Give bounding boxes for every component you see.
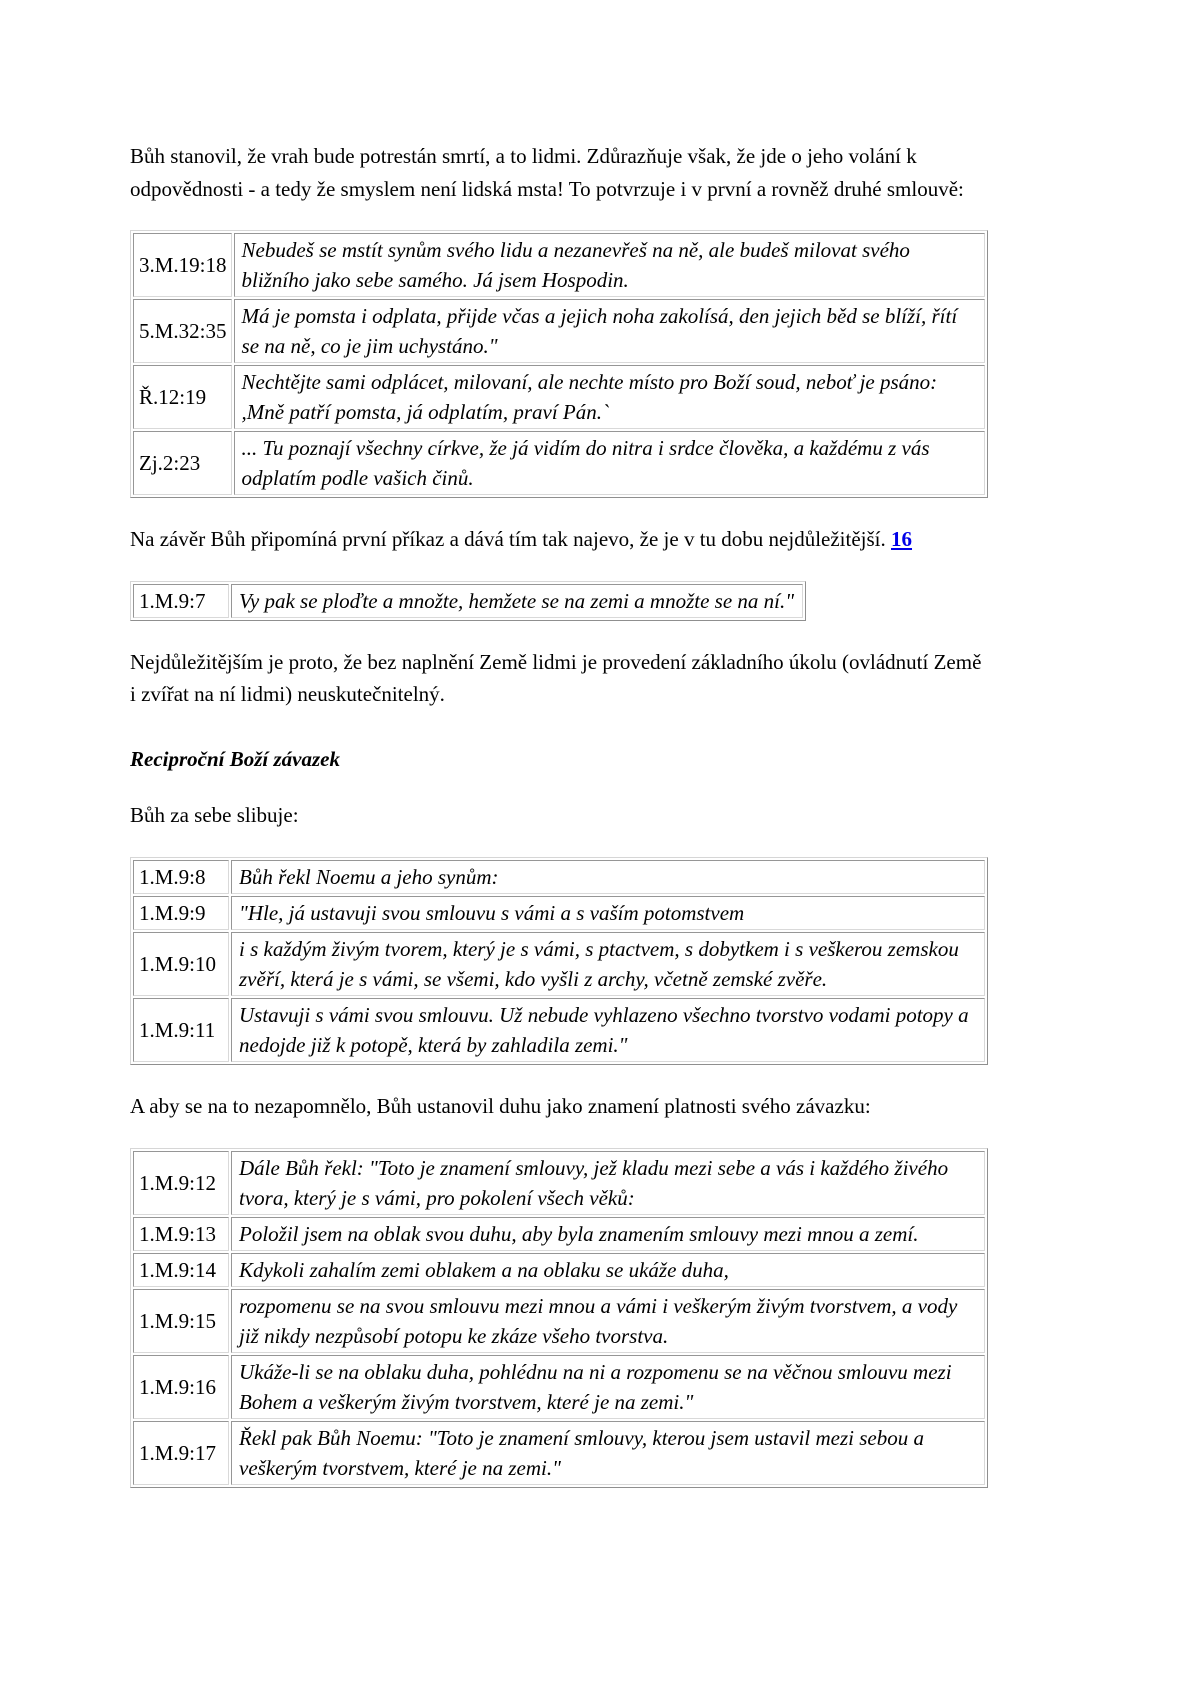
section-heading: Reciproční Boží závazek <box>130 746 340 771</box>
verse-ref: 1.M.9:16 <box>133 1355 229 1419</box>
table-row <box>133 1289 985 1353</box>
verse-ref: 5.M.32:35 <box>133 299 232 363</box>
verse-text: Řekl pak Bůh Noemu: "Toto je znamení smlouvy, kterou jsem ustavil mezi sebou a veškerým tvorstvem, které je na zemi." <box>231 1421 985 1485</box>
verse-text: ... Tu poznají všechny církve, že já vidím do nitra i srdce člověka, a každému z vás odplatím podle vašich činů. <box>234 431 985 495</box>
verse-text: "Hle, já ustavuji svou smlouvu s vámi a s vaším potomstvem <box>231 896 985 930</box>
table-row <box>133 1151 985 1215</box>
verse-text: Ustavuji s vámi svou smlouvu. Už nebude vyhlazeno všechno tvorstvo vodami potopy a nedojde již k potopě, která by zahladila zemi." <box>231 998 985 1062</box>
verse-text: Kdykoli zahalím zemi oblakem a na oblaku se ukáže duha, <box>231 1253 985 1287</box>
explanation-paragraph: Nejdůležitějším je proto, že bez naplnění Země lidmi je provedení základního úkolu (ovládnutí Země i zvířat na ní lidmi) neuskutečnitelný. <box>130 649 982 707</box>
table-row <box>133 299 985 363</box>
table-row <box>133 1355 985 1419</box>
verse-ref: 1.M.9:10 <box>133 932 229 996</box>
table-row <box>133 584 803 618</box>
verse-table-rainbow <box>130 1148 988 1488</box>
verse-ref: 1.M.9:14 <box>133 1253 229 1287</box>
table-row <box>133 896 985 930</box>
verse-text: Nebudeš se mstít synům svého lidu a nezanevřeš na ně, ale budeš milovat svého bližního jako sebe samého. Já jsem Hospodin. <box>234 233 985 297</box>
table-row <box>133 1421 985 1485</box>
verse-table-first-command <box>130 581 806 621</box>
verse-ref: Zj.2:23 <box>133 431 232 495</box>
verse-ref: 1.M.9:9 <box>133 896 229 930</box>
footnote-link[interactable]: 16 <box>891 527 913 552</box>
verse-text: Dále Bůh řekl: "Toto je znamení smlouvy, jež kladu mezi sebe a vás i každého živého tvora, který je s vámi, pro pokolení všech věků: <box>231 1151 985 1215</box>
verse-ref: 1.M.9:17 <box>133 1421 229 1485</box>
verse-ref: 1.M.9:11 <box>133 998 229 1062</box>
rainbow-intro-paragraph: A aby se na to nezapomnělo, Bůh ustanovil duhu jako znamení platnosti svého závazku: <box>130 1094 871 1119</box>
verse-text: rozpomenu se na svou smlouvu mezi mnou a vámi i veškerým živým tvorstvem, a vody již nikdy nezpůsobí potopu ke zkáze všeho tvorstva. <box>231 1289 985 1353</box>
intro-paragraph: Bůh stanovil, že vrah bude potrestán smrtí, a to lidmi. Zdůrazňuje však, že jde o jeho volání k odpovědnosti - a tedy že smyslem není lidská msta! To potvrzuje i v první a rovněž druhé smlouvě: <box>130 144 964 201</box>
table-row <box>133 365 985 429</box>
table-row <box>133 860 985 894</box>
table-row <box>133 998 985 1062</box>
verse-text: Ukáže-li se na oblaku duha, pohlédnu na ni a rozpomenu se na věčnou smlouvu mezi Bohem a veškerým živým tvorstvem, které je na zemi." <box>231 1355 985 1419</box>
verse-table-revenge <box>130 230 988 498</box>
table-row <box>133 932 985 996</box>
closing-paragraph <box>130 523 986 556</box>
verse-table-covenant <box>130 857 988 1065</box>
verse-ref: 1.M.9:12 <box>133 1151 229 1215</box>
verse-ref: 1.M.9:8 <box>133 860 229 894</box>
verse-text: Nechtějte sami odplácet, milovaní, ale nechte místo pro Boží soud, neboť je psáno: ,Mně patří pomsta, já odplatím, praví Pán.` <box>234 365 985 429</box>
table-row <box>133 1253 985 1287</box>
verse-text: Má je pomsta i odplata, přijde včas a jejich noha zakolísá, den jejich běd se blíží, řítí se na ně, co je jim uchystáno." <box>234 299 985 363</box>
verse-ref: 3.M.19:18 <box>133 233 232 297</box>
verse-ref: 1.M.9:13 <box>133 1217 229 1251</box>
table-row <box>133 233 985 297</box>
verse-text: i s každým živým tvorem, který je s vámi, s ptactvem, s dobytkem i s veškerou zemskou zvěří, která je s vámi, se všemi, kdo vyšli z archy, včetně zemské zvěře. <box>231 932 985 996</box>
verse-text: Vy pak se ploďte a množte, hemžete se na zemi a množte se na ní." <box>231 584 803 618</box>
verse-ref: 1.M.9:7 <box>133 584 229 618</box>
table-row <box>133 431 985 495</box>
promise-intro-paragraph: Bůh za sebe slibuje: <box>130 803 299 828</box>
closing-text: Na závěr Bůh připomíná první příkaz a dává tím tak najevo, že je v tu dobu nejdůležitější. <box>130 527 886 552</box>
verse-ref: Ř.12:19 <box>133 365 232 429</box>
verse-ref: 1.M.9:15 <box>133 1289 229 1353</box>
table-row <box>133 1217 985 1251</box>
verse-text: Položil jsem na oblak svou duhu, aby byla znamením smlouvy mezi mnou a zemí. <box>231 1217 985 1251</box>
verse-text: Bůh řekl Noemu a jeho synům: <box>231 860 985 894</box>
